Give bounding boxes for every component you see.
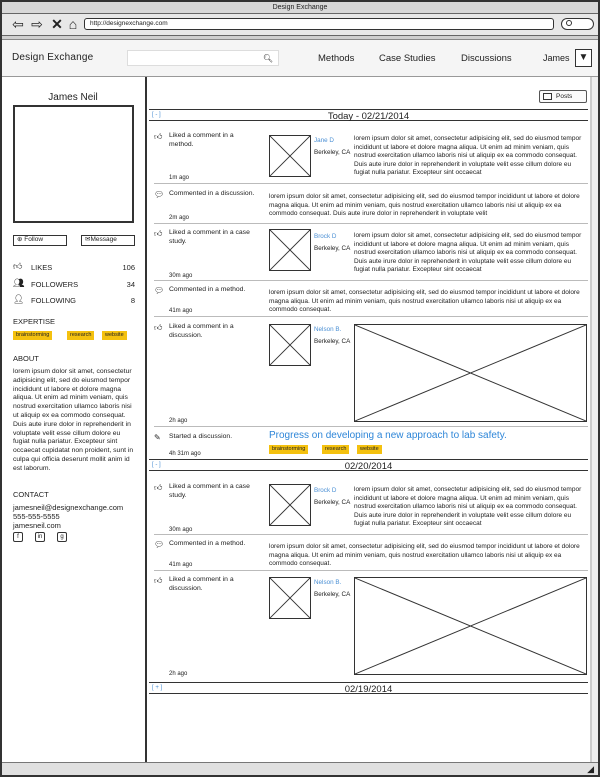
activity-time: 1m ago xyxy=(169,175,190,181)
comment-text: lorem ipsum dolor sit amet, consectetur adipisicing elit, sed do eiusmod tempor incididunt ut labore et dolore magna aliqua. Ut enim ad minim veniam, quis nostrud exercitation ullamco laboris nisi ut aliquip ex ea commodo consequat. Duis aute irure dolor in reprehenderit in voluptate velit esse cillum dolore eu fugiat nulla pariatur. Excepteur sint occaecat xyxy=(354,232,582,274)
date-label: 02/20/2014 xyxy=(344,461,393,472)
site-search-input[interactable] xyxy=(127,50,279,66)
stat-following[interactable] xyxy=(13,294,135,306)
activity-time: 4h 31m ago xyxy=(169,451,201,457)
vertical-scrollbar[interactable] xyxy=(592,77,598,762)
nav-case-studies[interactable]: Case Studies xyxy=(379,53,436,64)
contact-website[interactable]: jamesneil.com xyxy=(13,521,61,530)
caret-down-icon: ▼ xyxy=(578,52,589,63)
author-location: Berkeley, CA xyxy=(314,499,351,506)
feed-item xyxy=(154,132,588,184)
avatar-placeholder xyxy=(269,484,311,526)
activity-text: Liked a comment in a case study. xyxy=(169,483,250,499)
profile-name: James Neil xyxy=(48,92,98,103)
feed-item xyxy=(154,430,588,458)
feed-item xyxy=(154,323,588,427)
date-label: 02/19/2014 xyxy=(344,684,393,695)
search-icon[interactable]: 🔍︎ xyxy=(262,54,273,63)
nav-methods[interactable]: Methods xyxy=(318,53,355,64)
activity-text: Commented in a method. xyxy=(169,286,246,293)
follow-label: Follow xyxy=(24,236,44,243)
feed-item xyxy=(154,483,588,535)
activity-text: Commented in a discussion. xyxy=(169,190,255,197)
pencil-icon: ✎ xyxy=(154,433,161,442)
avatar-placeholder xyxy=(269,577,311,619)
stat-label: LIKES xyxy=(31,263,53,272)
thumbs-up-icon: 👍︎ xyxy=(154,576,163,585)
collapse-toggle[interactable]: [ - ] xyxy=(152,462,161,468)
stat-value: 8 xyxy=(130,296,135,305)
comment-text: lorem ipsum dolor sit amet, consectetur adipisicing elit, sed do eiusmod tempor incididunt ut labore et dolore magna aliqua. Ut enim ad minim veniam, quis nostrud exercitation ullamco laboris nisi ut aliquip ex ea commodo consequat. xyxy=(269,289,580,314)
tag-research[interactable]: research xyxy=(322,445,349,454)
posts-label: Posts xyxy=(556,93,573,100)
thumbs-up-icon: 👍︎ xyxy=(154,483,163,492)
google-icon[interactable]: g xyxy=(57,532,67,542)
activity-time: 30m ago xyxy=(169,527,193,533)
status-bar xyxy=(2,762,598,775)
contact-email[interactable]: jamesneil@designexchange.com xyxy=(13,503,124,512)
expertise-title: EXPERTISE xyxy=(13,317,55,326)
author-location: Berkeley, CA xyxy=(314,149,351,156)
collapse-toggle[interactable]: [ - ] xyxy=(152,112,161,118)
back-arrow-icon[interactable]: ⇦ xyxy=(12,16,24,32)
expand-toggle[interactable]: [ + ] xyxy=(152,685,163,691)
envelope-icon: ✉ xyxy=(85,236,91,243)
activity-text: Commented in a method. xyxy=(169,540,246,547)
stat-value: 34 xyxy=(126,280,135,289)
message-label: Message xyxy=(90,236,117,243)
activity-text: Started a discussion. xyxy=(169,433,233,440)
discussion-headline[interactable]: Progress on developing a new approach to lab safety. xyxy=(269,430,507,441)
image-icon xyxy=(543,93,552,100)
users-icon: 👥︎ xyxy=(13,278,25,288)
site-header xyxy=(2,40,598,77)
search-icon xyxy=(566,20,572,26)
feed-item xyxy=(154,540,588,571)
tag-brainstorming[interactable]: brainstorming xyxy=(13,331,52,340)
date-row xyxy=(149,109,588,121)
tag-website[interactable]: website xyxy=(102,331,127,340)
stat-label: FOLLOWERS xyxy=(31,280,79,289)
user-menu-label[interactable]: James xyxy=(543,53,570,63)
stat-value: 106 xyxy=(122,263,135,272)
author-location: Berkeley, CA xyxy=(314,338,351,345)
thumbs-up-icon: 👍︎ xyxy=(154,229,163,238)
home-icon[interactable]: ⌂ xyxy=(68,16,78,32)
comment-text: lorem ipsum dolor sit amet, consectetur adipisicing elit, sed do eiusmod tempor incididunt ut labore et dolore magna aliqua. Ut enim ad minim veniam, quis nostrud exercitation ullamco laboris nisi ut aliquip ex ea commodo consequat. Duis aute irure dolor in reprehenderit in voluptate velit esse cillum dolore eu fugiat nulla pariatur. Excepteur sint occaecat xyxy=(354,486,582,528)
nav-discussions[interactable]: Discussions xyxy=(461,53,512,64)
date-row xyxy=(149,682,588,694)
thumbs-up-icon: 👍︎ xyxy=(13,261,23,271)
resize-grip-icon[interactable]: ◢ xyxy=(587,764,594,774)
site-logo[interactable]: Design Exchange xyxy=(12,52,94,63)
author-link[interactable]: Brock D xyxy=(314,233,337,240)
comment-icon: 💬︎ xyxy=(154,190,165,199)
window-title: Design Exchange xyxy=(2,2,598,14)
comment-text: lorem ipsum dolor sit amet, consectetur adipisicing elit, sed do eiusmod tempor incididunt ut labore et dolore magna aliqua. Ut enim ad minim veniam, quis nostrud exercitation ullamco laboris nisi ut aliquip ex ea commodo consequat. Duis aute irure dolor in reprehenderit in voluptate velit xyxy=(269,193,580,218)
tag-research[interactable]: research xyxy=(67,331,94,340)
feed-item xyxy=(154,190,588,224)
date-row xyxy=(149,459,588,471)
close-icon[interactable]: ✕ xyxy=(51,16,63,32)
comment-text: lorem ipsum dolor sit amet, consectetur adipisicing elit, sed do eiusmod tempor incididunt ut labore et dolore magna aliqua. Ut enim ad minim veniam, quis nostrud exercitation ullamco laboris nisi ut aliquip ex ea commodo consequat. xyxy=(269,543,580,568)
author-link[interactable]: Jane D xyxy=(314,137,334,144)
date-label: Today - 02/21/2014 xyxy=(327,111,410,122)
comment-icon: 💬︎ xyxy=(154,286,165,295)
activity-time: 2h ago xyxy=(169,671,188,677)
contact-phone: 555-555-5555 xyxy=(13,512,60,521)
contact-title: CONTACT xyxy=(13,490,49,499)
sidebar-divider xyxy=(145,77,147,762)
browser-search-button[interactable] xyxy=(561,18,594,30)
image-placeholder xyxy=(354,324,587,422)
author-link[interactable]: Nelson B. xyxy=(314,326,342,333)
comment-text: lorem ipsum dolor sit amet, consectetur adipisicing elit, sed do eiusmod tempor incididunt ut labore et dolore magna aliqua. Ut enim ad minim veniam, quis nostrud exercitation ullamco laboris nisi ut aliquip ex ea commodo consequat. Duis aute irure dolor in reprehenderit in voluptate velit esse cillum dolore eu fugiat nulla pariatur. Excepteur sint occaecat xyxy=(354,135,582,177)
activity-time: 2m ago xyxy=(169,215,190,221)
user-dropdown-button[interactable] xyxy=(575,49,592,67)
activity-time: 41m ago xyxy=(169,562,193,568)
follow-icon: ⊕ xyxy=(17,236,23,243)
activity-text: Liked a comment in a case study. xyxy=(169,229,250,245)
user-icon: 👤︎ xyxy=(13,294,25,304)
tag-brainstorming[interactable]: brainstorming xyxy=(269,445,308,454)
author-location: Berkeley, CA xyxy=(314,591,351,598)
thumbs-up-icon: 👍︎ xyxy=(154,323,163,332)
avatar-placeholder xyxy=(269,135,311,177)
profile-photo xyxy=(13,105,134,223)
about-title: ABOUT xyxy=(13,354,39,363)
author-link[interactable]: Brock D xyxy=(314,487,337,494)
forward-arrow-icon[interactable]: ⇨ xyxy=(31,16,43,32)
author-location: Berkeley, CA xyxy=(314,245,351,252)
about-text: lorem ipsum dolor sit amet, consectetur adipisicing elit, sed do eiusmod tempor incididunt ut labore et dolore magna aliqua. Ut enim ad minim veniam, quis nostrud exercitation ullamco laboris nisi ut aliquip ex ea commodo consequat. Duis aute irure dolor in reprehenderit in voluptate velit esse cillum dolore eu fugiat nulla pariatur. Excepteur sint occaecat cupidatat non proident, sunt in culpa qui officia deserunt mollit anim id est laborum. xyxy=(13,368,134,472)
message-button[interactable] xyxy=(81,235,135,246)
author-link[interactable]: Nelson B. xyxy=(314,579,342,586)
linkedin-icon[interactable]: in xyxy=(35,532,45,542)
feed-item xyxy=(154,229,588,281)
activity-text: Liked a comment in a discussion. xyxy=(169,576,234,592)
tag-website[interactable]: website xyxy=(357,445,382,454)
comment-icon: 💬︎ xyxy=(154,540,165,549)
stat-followers[interactable] xyxy=(13,278,135,290)
stat-label: FOLLOWING xyxy=(31,296,77,305)
avatar-placeholder xyxy=(269,229,311,271)
browser-toolbar xyxy=(2,14,598,36)
activity-text: Liked a comment in a discussion. xyxy=(169,323,234,339)
feed-item xyxy=(154,576,588,680)
activity-time: 2h ago xyxy=(169,418,188,424)
posts-filter-button[interactable] xyxy=(539,90,587,103)
thumbs-up-icon: 👍︎ xyxy=(154,132,163,141)
stat-likes[interactable] xyxy=(13,261,135,273)
activity-text: Liked a comment in a method. xyxy=(169,132,234,148)
facebook-icon[interactable]: f xyxy=(13,532,23,542)
address-bar[interactable]: http://designexchange.com xyxy=(84,18,554,30)
avatar-placeholder xyxy=(269,324,311,366)
image-placeholder xyxy=(354,577,587,675)
activity-time: 30m ago xyxy=(169,273,193,279)
feed-item xyxy=(154,286,588,317)
follow-button[interactable] xyxy=(13,235,67,246)
activity-time: 41m ago xyxy=(169,308,193,314)
